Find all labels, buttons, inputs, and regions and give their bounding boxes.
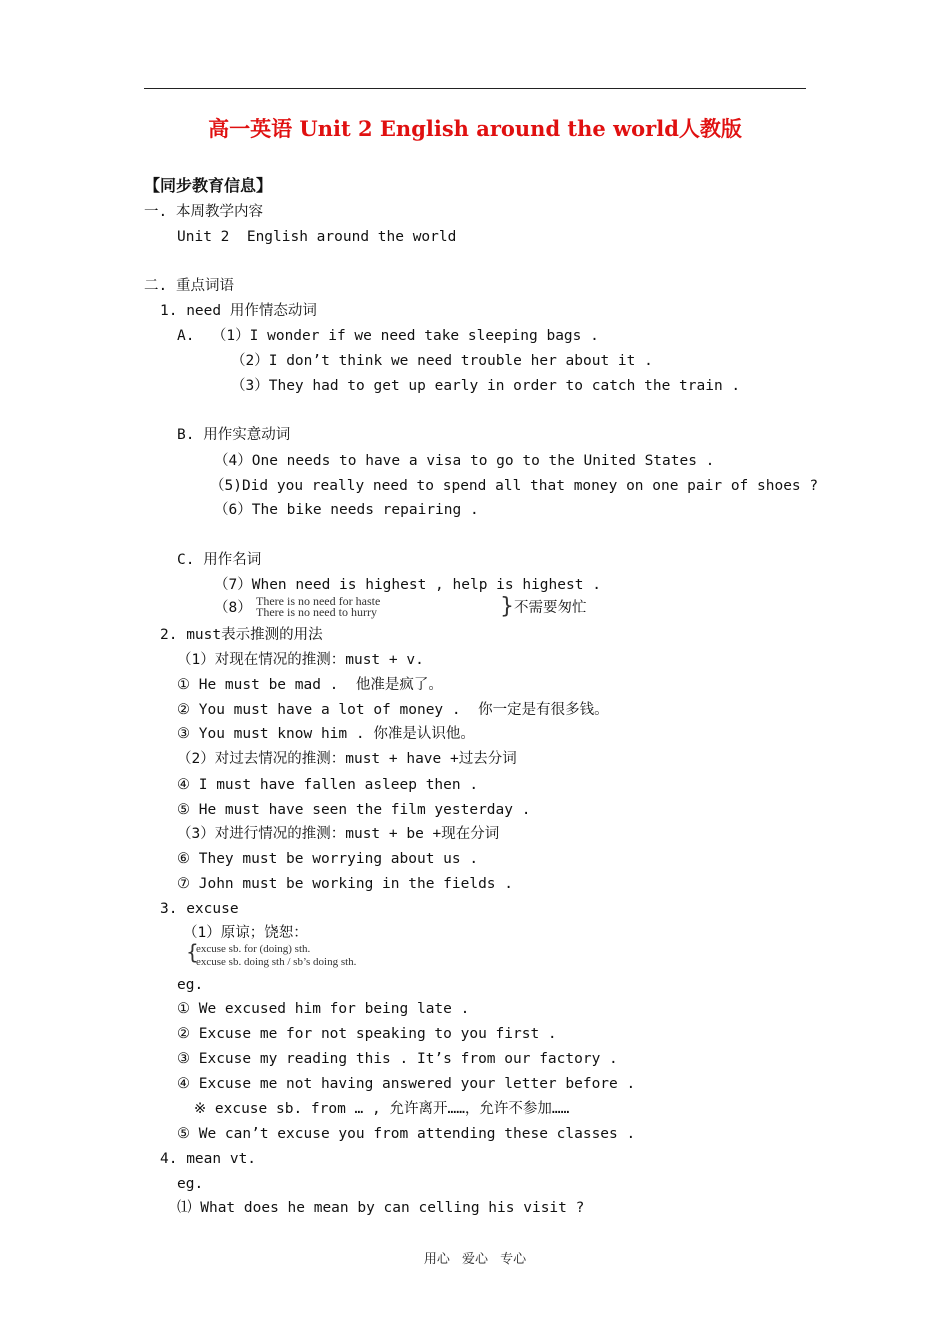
text-line: ④ Excuse me not having answered your letter before . xyxy=(177,1076,636,1092)
excuse-pattern-2: excuse sb. doing sth / sb’s doing sth. xyxy=(196,956,357,968)
text-line: 1. need 用作情态动词 xyxy=(160,303,317,319)
text-line: 二. 重点词语 xyxy=(144,278,234,294)
text-line: ⑤ We can’t excuse you from attending these classes . xyxy=(177,1126,636,1142)
header-rule xyxy=(144,88,806,89)
text-line: （1）原谅；饶恕： xyxy=(183,925,308,941)
text-line: （7）When need is highest , help is highest . xyxy=(214,577,601,593)
section-header: 【同步教育信息】 xyxy=(144,176,273,195)
text-line: ② You must have a lot of money . 你一定是有很多钱。 xyxy=(177,702,609,718)
text-line: ① We excused him for being late . xyxy=(177,1001,470,1017)
text-line: 2. must表示推测的用法 xyxy=(160,627,323,643)
text-line: （3）对进行情况的推测：must + be +现在分词 xyxy=(177,826,500,842)
text-line: ⑥ They must be worrying about us . xyxy=(177,851,479,867)
page-footer: 用心 爱心 专心 xyxy=(423,1252,527,1267)
text-line: 不需要匆忙 xyxy=(514,600,587,616)
text-line: ③ Excuse my reading this . It’s from our factory . xyxy=(177,1051,618,1067)
text-line: ② Excuse me for not speaking to you first . xyxy=(177,1026,557,1042)
excuse-pattern-1: excuse sb. for (doing) sth. xyxy=(196,943,311,955)
text-line: ⑤ He must have seen the film yesterday . xyxy=(177,802,531,818)
text-line: ⑦ John must be working in the fields . xyxy=(177,876,513,892)
left-brace: { xyxy=(186,940,199,964)
text-line: ① He must be mad . 他准是疯了。 xyxy=(177,677,443,693)
text-line: （2）I don’t think we need trouble her about it . xyxy=(231,353,653,369)
text-line: A. （1）I wonder if we need take sleeping bags . xyxy=(177,328,599,344)
text-line: ③ You must know him . 你准是认识他。 xyxy=(177,726,475,742)
right-brace: } xyxy=(500,594,514,619)
page-title: 高一英语 Unit 2 English around the world人教版 xyxy=(208,116,742,141)
text-line: （6）The bike needs repairing . xyxy=(214,502,479,518)
text-line: 一. 本周教学内容 xyxy=(144,204,263,220)
text-line: （5)Did you really need to spend all that money on one pair of shoes ? xyxy=(210,478,819,494)
text-line: （3）They had to get up early in order to catch the train . xyxy=(231,378,741,394)
text-line: ⑴ What does he mean by can celling his visit ? xyxy=(177,1200,585,1216)
text-line: eg. xyxy=(177,1176,204,1192)
text-line: ※ excuse sb. from … , 允许离开……，允许不参加…… xyxy=(194,1101,570,1117)
text-line: （1）对现在情况的推测：must + v. xyxy=(177,652,424,668)
text-line: 4. mean vt. xyxy=(160,1151,257,1167)
need-phrase-1: There is no need for haste xyxy=(256,594,381,608)
text-line: C. 用作名词 xyxy=(177,552,262,568)
text-line: B. 用作实意动词 xyxy=(177,427,291,443)
need-phrase-2: There is no need to hurry xyxy=(256,605,377,619)
text-line: eg. xyxy=(177,977,204,993)
text-line: Unit 2 English around the world xyxy=(177,229,457,245)
text-line: （8） xyxy=(214,600,252,616)
text-line: ④ I must have fallen asleep then . xyxy=(177,777,479,793)
text-line: （2）对过去情况的推测：must + have +过去分词 xyxy=(177,751,517,767)
text-line: （4）One needs to have a visa to go to the United States . xyxy=(214,453,715,469)
text-line: 3. excuse xyxy=(160,901,239,917)
